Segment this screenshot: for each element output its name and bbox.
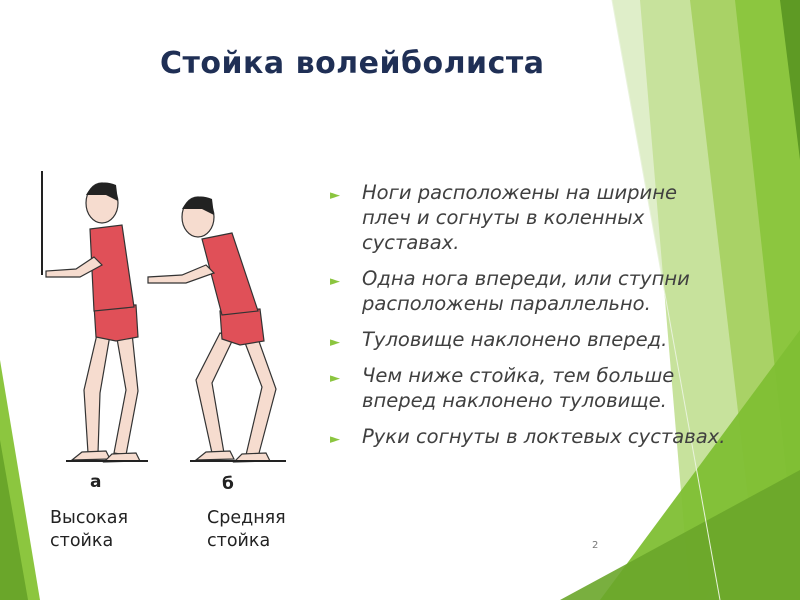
bullet-item	[326, 180, 726, 255]
bullet-item	[326, 327, 726, 352]
arrow-bullet-icon: ►	[330, 188, 340, 203]
bullet-text: Одна нога впереди, или ступни расположены параллельно.	[362, 267, 690, 315]
caption-medium-stance	[207, 507, 286, 553]
caption-medium-line2: стойка	[207, 531, 271, 551]
page-number: 2	[592, 540, 599, 551]
figure-high-stance	[46, 183, 148, 462]
bullet-item	[326, 424, 726, 449]
arrow-bullet-icon: ►	[330, 432, 340, 447]
figure-medium-stance	[148, 197, 286, 462]
caption-high-line2: стойка	[50, 531, 114, 551]
bullet-item	[326, 266, 726, 316]
figure-a-letter: а	[90, 472, 102, 492]
volleyball-stance-illustration	[36, 165, 306, 495]
arrow-bullet-icon: ►	[330, 335, 340, 350]
bullet-list	[326, 180, 726, 460]
arrow-bullet-icon: ►	[330, 371, 340, 386]
bullet-text: Туловище наклонено вперед.	[362, 328, 668, 351]
caption-medium-line1: Средняя	[207, 508, 286, 528]
arrow-bullet-icon: ►	[330, 274, 340, 289]
caption-high-stance	[50, 507, 128, 553]
bullet-text: Ноги расположены на ширине плеч и согнуты в коленных суставах.	[362, 181, 677, 254]
bullet-text: Чем ниже стойка, тем больше вперед наклонено туловище.	[362, 364, 675, 412]
bullet-text: Руки согнуты в локтевых суставах.	[362, 425, 726, 448]
bullet-item	[326, 363, 726, 413]
slide-title: Стойка волейболиста	[160, 46, 545, 81]
caption-high-line1: Высокая	[50, 508, 128, 528]
figure-b-letter: б	[222, 474, 234, 494]
